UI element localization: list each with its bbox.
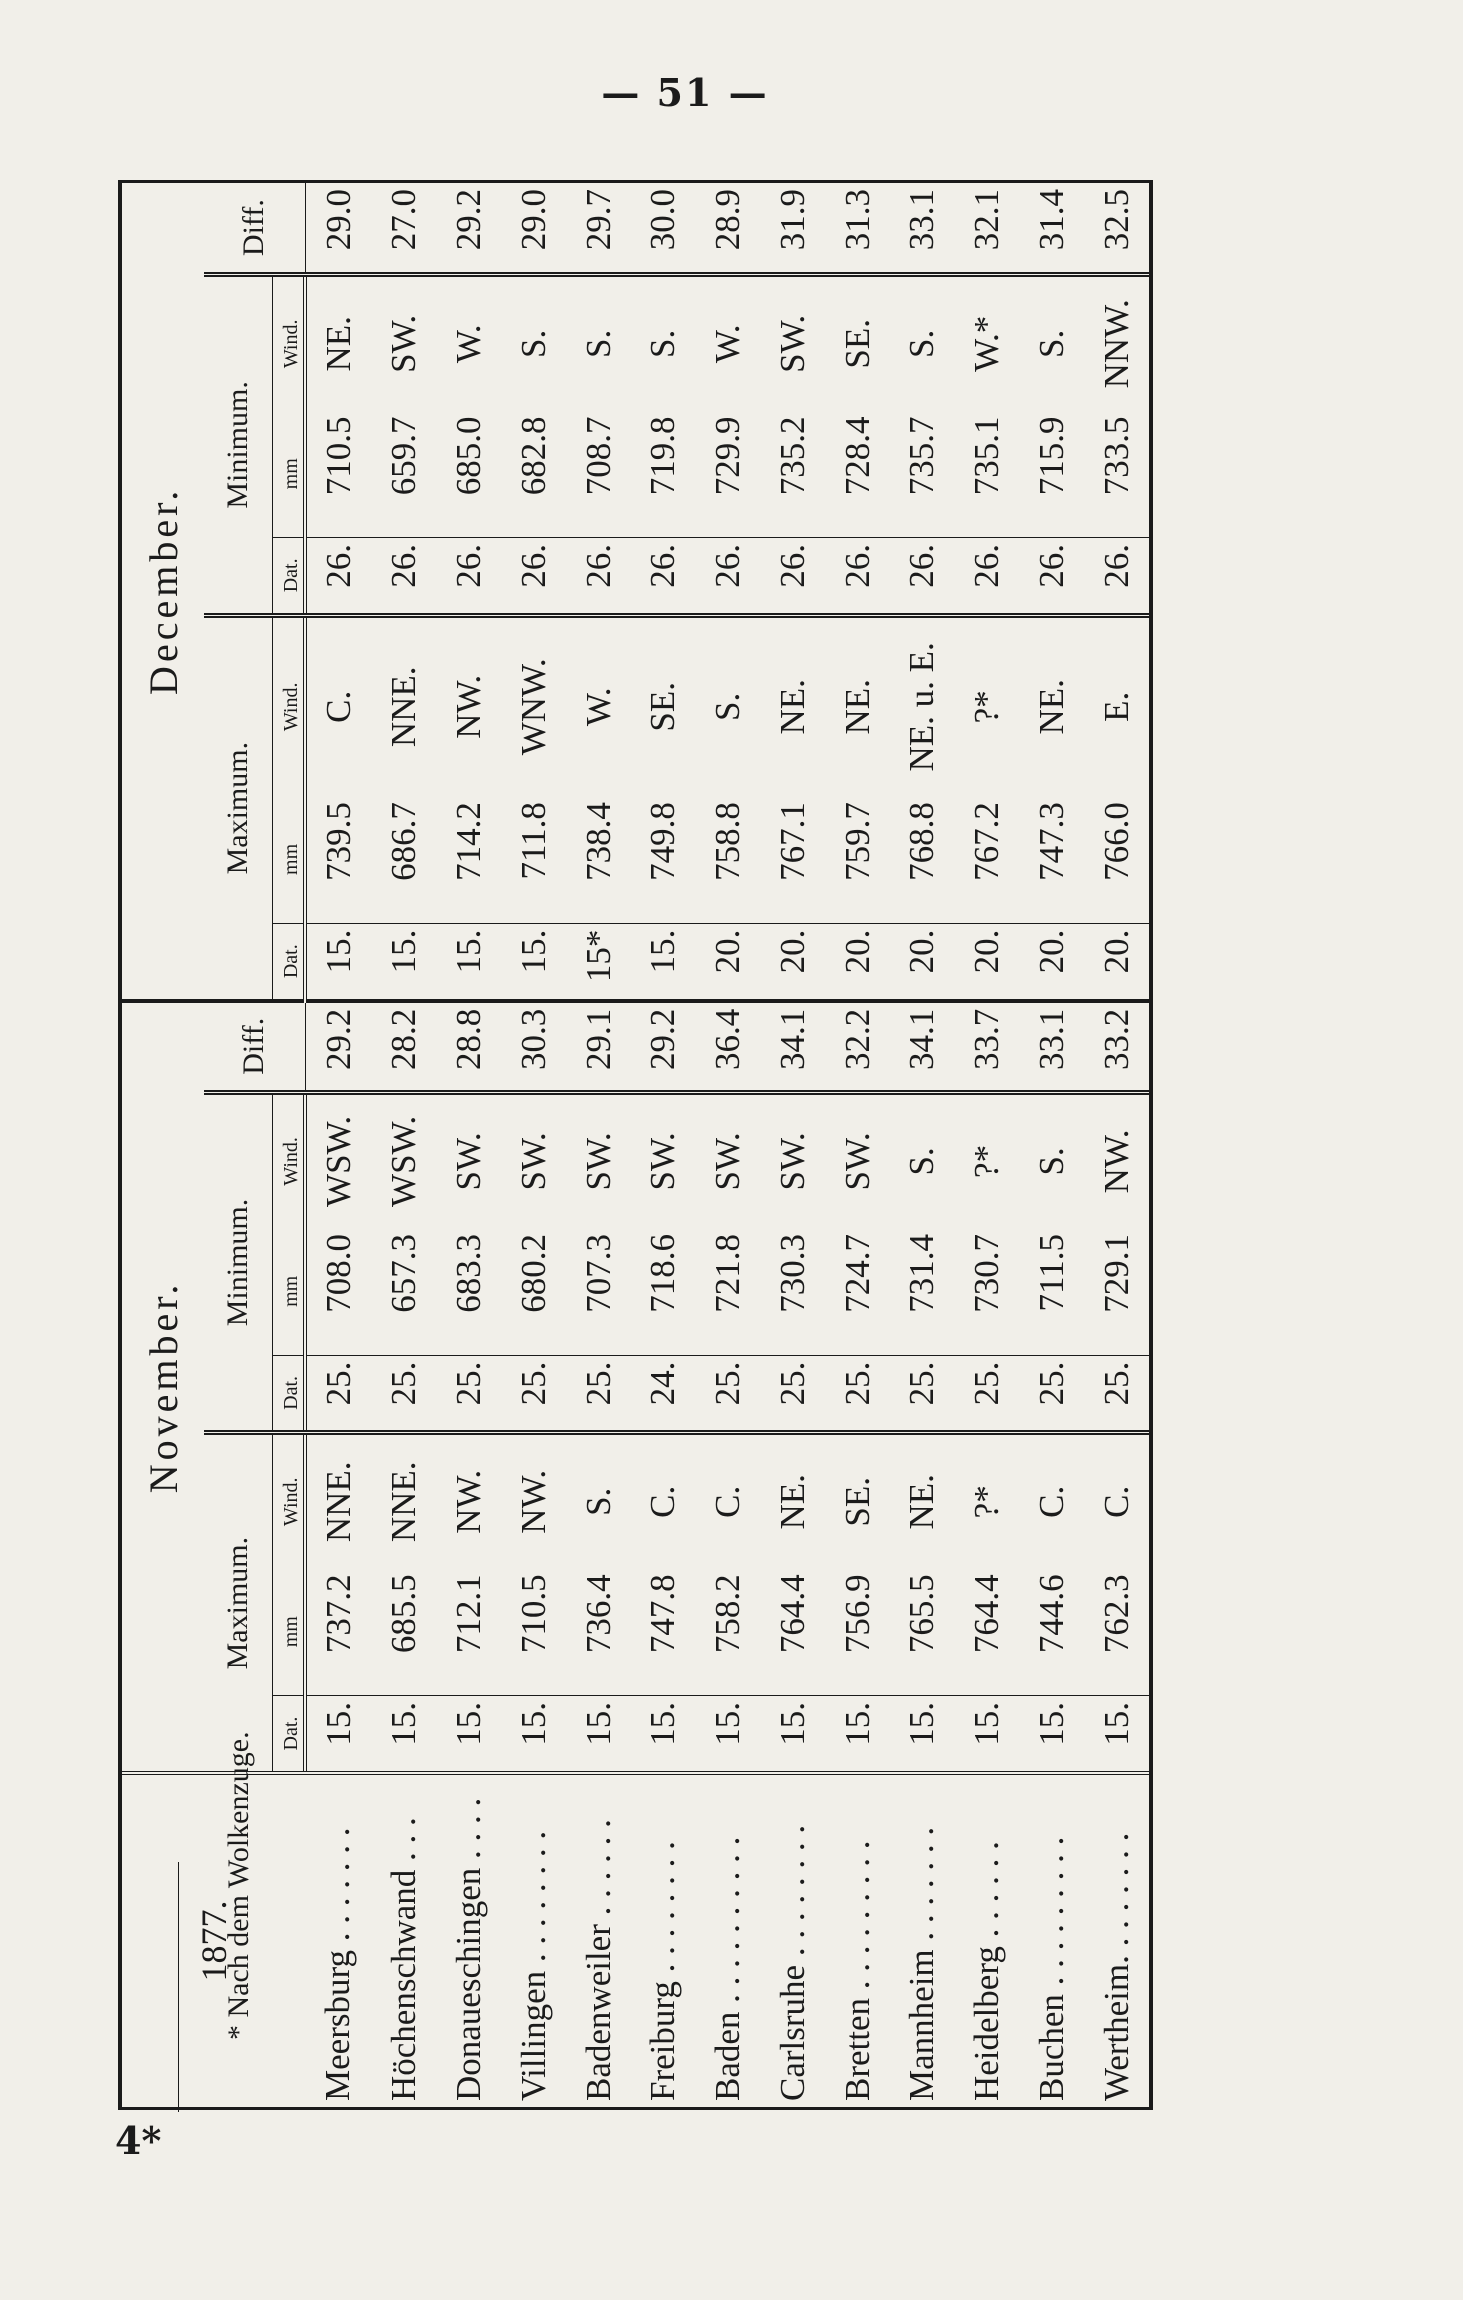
table-row (566, 183, 631, 2107)
dec-max-mm: 759.7 (837, 802, 877, 881)
nov-min-mm: 683.3 (449, 1234, 489, 1313)
footnote: * Nach dem Wolkenzuge. (222, 1731, 255, 2040)
dec-min-wind: W. (437, 275, 502, 411)
dec-min-mm: 708.7 (578, 416, 618, 496)
nov-min-date: 25. (566, 1355, 631, 1433)
dec-max-mm: 714.2 (449, 802, 489, 881)
dec-max-date: 15* (566, 923, 631, 1001)
nov-min-mm: 731.4 (902, 1234, 942, 1313)
nov-min-wind: NW. (1084, 1092, 1149, 1228)
nov-max-date: 15. (760, 1696, 825, 1774)
nov-diff: 30.3 (501, 1001, 566, 1093)
nov-min-wind: SW. (760, 1092, 825, 1228)
dec-max-date: 20. (825, 923, 890, 1001)
nov-max-wind: SE. (825, 1433, 890, 1569)
dec-min-mm: 729.9 (708, 416, 748, 496)
nov-min-mm: 730.7 (967, 1234, 1007, 1313)
station-name: Badenweiler . . . . . . (566, 1773, 631, 2107)
dec-max-mm: 766.0 (1096, 802, 1136, 881)
nov-max-mm: 712.1 (449, 1574, 489, 1654)
nov-min-mm: 657.3 (384, 1234, 424, 1313)
dec-min-mm: 719.8 (643, 416, 683, 496)
dec-min-wind: SW. (372, 275, 437, 411)
nov-max-dat-unit: Dat. (273, 1696, 306, 1774)
nov-max-mm: 762.3 (1096, 1574, 1136, 1654)
dec-diff: 32.5 (1096, 189, 1136, 251)
dec-min-wind: W.* (955, 275, 1020, 411)
nov-min-date: 25. (825, 1355, 890, 1433)
nov-min-dat-unit: Dat. (273, 1355, 306, 1433)
station-name: Donaueschingen . . . . (437, 1773, 502, 2107)
dec-min-date: 26. (566, 538, 631, 616)
nov-min-wind: SW. (696, 1092, 761, 1228)
pressure-table-frame (118, 180, 1153, 2110)
dec-min-mm: 735.2 (772, 416, 812, 496)
dec-min-wind: S. (1019, 275, 1084, 411)
dec-diff: 31.4 (1031, 189, 1071, 251)
dec-min-mm: 715.9 (1031, 416, 1071, 496)
dec-min-date: 26. (501, 538, 566, 616)
nov-max-wind: NNE. (305, 1433, 372, 1569)
dec-diff-header: Diff. (204, 183, 305, 275)
table-row (437, 183, 502, 2107)
dec-max-wind-unit: Wind. (273, 615, 306, 796)
nov-min-mm: 730.3 (772, 1234, 812, 1313)
station-name: Heidelberg . . . . . . (955, 1773, 1020, 2107)
dec-max-mm-unit: mm (273, 796, 306, 923)
dec-min-date: 26. (372, 538, 437, 616)
dec-min-date: 26. (955, 538, 1020, 616)
nov-diff: 33.2 (1084, 1001, 1149, 1093)
dec-max-mm: 686.7 (384, 802, 424, 881)
station-name: Freiburg . . . . . . . . (631, 1773, 696, 2107)
nov-max-date: 15. (566, 1696, 631, 1774)
dec-max-wind: NW. (437, 615, 502, 796)
dec-max-mm: 768.8 (902, 802, 942, 881)
nov-diff: 33.7 (955, 1001, 1020, 1093)
dec-diff: 29.0 (318, 189, 358, 251)
table-row (1019, 183, 1084, 2107)
dec-max-mm: 749.8 (643, 802, 683, 881)
table-row (890, 183, 955, 2107)
dec-max-date: 20. (1019, 923, 1084, 1001)
dec-min-date: 26. (825, 538, 890, 616)
nov-diff: 28.8 (437, 1001, 502, 1093)
nov-diff: 36.4 (696, 1001, 761, 1093)
nov-max-mm: 756.9 (837, 1574, 877, 1654)
dec-min-wind: SW. (760, 275, 825, 411)
nov-min-date: 25. (501, 1355, 566, 1433)
station-name: Wertheim. . . . . . . . (1084, 1773, 1149, 2107)
nov-max-date: 15. (437, 1696, 502, 1774)
dec-diff: 32.1 (967, 189, 1007, 251)
nov-min-mm: 711.5 (1031, 1234, 1071, 1312)
dec-max-wind: E. (1084, 615, 1149, 796)
nov-max-mm-unit: mm (273, 1568, 306, 1695)
dec-min-mm: 685.0 (449, 416, 489, 496)
dec-max-mm: 767.1 (772, 802, 812, 881)
nov-max-date: 15. (955, 1696, 1020, 1774)
dec-min-dat-unit: Dat. (273, 538, 306, 616)
dec-max-mm: 767.2 (967, 802, 1007, 881)
nov-min-wind: WSW. (372, 1092, 437, 1228)
dec-max-date: 20. (696, 923, 761, 1001)
dec-min-date: 26. (1084, 538, 1149, 616)
dec-min-mm: 735.7 (902, 416, 942, 496)
nov-min-date: 25. (955, 1355, 1020, 1433)
nov-max-wind: NW. (501, 1433, 566, 1569)
nov-max-wind: C. (631, 1433, 696, 1569)
table-row (372, 183, 437, 2107)
dec-min-wind: W. (696, 275, 761, 411)
dec-diff: 30.0 (643, 189, 683, 251)
nov-max-date: 15. (501, 1696, 566, 1774)
table-row (1084, 183, 1149, 2107)
dec-min-mm: 682.8 (513, 416, 553, 496)
nov-max-date: 15. (825, 1696, 890, 1774)
nov-min-wind: SW. (437, 1092, 502, 1228)
nov-max-date: 15. (1019, 1696, 1084, 1774)
nov-diff: 28.2 (372, 1001, 437, 1093)
nov-diff: 34.1 (890, 1001, 955, 1093)
dec-max-wind: S. (696, 615, 761, 796)
dec-min-mm: 733.5 (1096, 416, 1136, 496)
nov-min-mm: 721.8 (708, 1234, 748, 1313)
dec-min-wind: NNW. (1084, 275, 1149, 411)
dec-min-wind: NE. (305, 275, 372, 411)
nov-diff: 33.1 (1019, 1001, 1084, 1093)
pressure-table (122, 183, 1149, 2107)
nov-min-wind: WSW. (305, 1092, 372, 1228)
station-name: Buchen . . . . . . . . . (1019, 1773, 1084, 2107)
nov-max-wind: NE. (890, 1433, 955, 1569)
nov-max-mm: 737.2 (319, 1574, 359, 1654)
dec-max-wind: C. (305, 615, 372, 796)
dec-max-date: 20. (890, 923, 955, 1001)
dec-min-wind: SE. (825, 275, 890, 411)
nov-min-mm: 724.7 (837, 1234, 877, 1313)
dec-min-wind: S. (566, 275, 631, 411)
nov-max-wind: NE. (760, 1433, 825, 1569)
month-header-december: December. (140, 486, 186, 695)
dec-min-mm: 659.7 (384, 416, 424, 496)
station-name: Carlsruhe . . . . . . . . (760, 1773, 825, 2107)
dec-max-date: 20. (955, 923, 1020, 1001)
table-row (631, 183, 696, 2107)
table-row (760, 183, 825, 2107)
dec-min-date: 26. (890, 538, 955, 616)
dec-max-date: 15. (437, 923, 502, 1001)
dec-maximum-header: Maximum. (204, 615, 273, 1001)
dec-min-wind-unit: Wind. (273, 275, 306, 411)
nov-max-date: 15. (305, 1696, 372, 1774)
dec-diff: 29.0 (513, 189, 553, 251)
table-row (501, 183, 566, 2107)
dec-max-wind: NE. (825, 615, 890, 796)
nov-max-wind: C. (1019, 1433, 1084, 1569)
nov-max-wind: S. (566, 1433, 631, 1569)
dec-diff: 29.7 (578, 189, 618, 251)
dec-max-mm: 711.8 (513, 802, 553, 880)
nov-min-date: 25. (305, 1355, 372, 1433)
dec-max-date: 20. (1084, 923, 1149, 1001)
nov-min-mm-unit: mm (273, 1228, 306, 1355)
dec-min-date: 26. (1019, 538, 1084, 616)
month-header-november: November. (122, 1001, 204, 1773)
nov-max-date: 15. (1084, 1696, 1149, 1774)
signature-mark: 4* (115, 2118, 162, 2163)
dec-min-mm: 735.1 (967, 416, 1007, 496)
dec-max-wind: NE. (760, 615, 825, 796)
nov-min-wind: SW. (825, 1092, 890, 1228)
dec-max-wind: NNE. (372, 615, 437, 796)
dec-min-date: 26. (437, 538, 502, 616)
station-name: Höchenschwand . . . (372, 1773, 437, 2107)
dec-diff: 31.3 (837, 189, 877, 251)
nov-min-wind: S. (890, 1092, 955, 1228)
nov-max-date: 15. (372, 1696, 437, 1774)
dec-min-date: 26. (631, 538, 696, 616)
nov-minimum-header: Minimum. (204, 1092, 273, 1432)
nov-min-date: 25. (1019, 1355, 1084, 1433)
dec-max-date: 15. (501, 923, 566, 1001)
nov-min-mm: 707.3 (578, 1234, 618, 1313)
nov-min-date: 25. (760, 1355, 825, 1433)
nov-max-wind: C. (1084, 1433, 1149, 1569)
nov-min-date: 25. (372, 1355, 437, 1433)
nov-min-mm: 718.6 (643, 1234, 683, 1313)
dec-min-date: 26. (305, 538, 372, 616)
dec-diff: 33.1 (902, 189, 942, 251)
footnote-rule (178, 1862, 179, 2112)
dec-max-dat-unit: Dat. (273, 923, 306, 1001)
nov-maximum-header: Maximum. (204, 1433, 273, 1773)
nov-max-mm: 710.5 (513, 1574, 553, 1654)
dec-min-date: 26. (760, 538, 825, 616)
dec-min-date: 26. (696, 538, 761, 616)
station-name: Villingen . . . . . . . . (501, 1773, 566, 2107)
nov-max-wind: NW. (437, 1433, 502, 1569)
nov-min-date: 24. (631, 1355, 696, 1433)
table-row (305, 183, 372, 2107)
nov-max-date: 15. (890, 1696, 955, 1774)
nov-max-mm: 744.6 (1031, 1574, 1071, 1654)
table-row (825, 183, 890, 2107)
nov-max-mm: 764.4 (772, 1574, 812, 1654)
dec-max-date: 20. (760, 923, 825, 1001)
dec-max-wind: SE. (631, 615, 696, 796)
nov-min-date: 25. (1084, 1355, 1149, 1433)
nov-diff: 29.2 (305, 1001, 372, 1093)
dec-max-mm: 747.3 (1031, 802, 1071, 881)
nov-min-wind: SW. (501, 1092, 566, 1228)
dec-min-mm: 710.5 (319, 416, 359, 496)
nov-max-mm: 764.4 (967, 1574, 1007, 1654)
nov-max-mm: 736.4 (578, 1574, 618, 1654)
nov-diff-header: Diff. (204, 1001, 305, 1093)
nov-min-wind: ?* (955, 1092, 1020, 1228)
dec-minimum-header: Minimum. (204, 275, 273, 615)
station-name: Bretten . . . . . . . . . (825, 1773, 890, 2107)
nov-min-mm: 708.0 (319, 1234, 359, 1313)
dec-max-date: 15. (631, 923, 696, 1001)
nov-min-date: 25. (890, 1355, 955, 1433)
dec-max-mm: 758.8 (708, 802, 748, 881)
dec-min-wind: S. (501, 275, 566, 411)
nov-max-mm: 685.5 (384, 1574, 424, 1654)
dec-max-mm: 739.5 (319, 802, 359, 881)
nov-max-wind-unit: Wind. (273, 1433, 306, 1569)
dec-min-wind: S. (631, 275, 696, 411)
dec-max-wind: W. (566, 615, 631, 796)
nov-min-wind: SW. (631, 1092, 696, 1228)
year-header: 1877. (122, 1773, 305, 2107)
nov-min-date: 25. (696, 1355, 761, 1433)
dec-diff: 27.0 (384, 189, 424, 251)
table-body (305, 183, 1149, 2107)
dec-max-wind: NE. u. E. (890, 615, 955, 796)
station-name: Meersburg . . . . . . . (305, 1773, 372, 2107)
nov-min-wind-unit: Wind. (273, 1092, 306, 1228)
dec-diff: 28.9 (708, 189, 748, 251)
dec-diff: 29.2 (449, 189, 489, 251)
nov-diff: 34.1 (760, 1001, 825, 1093)
dec-min-mm-unit: mm (273, 410, 306, 537)
nov-min-date: 25. (437, 1355, 502, 1433)
nov-min-wind: S. (1019, 1092, 1084, 1228)
nov-max-mm: 765.5 (902, 1574, 942, 1654)
dec-diff: 31.9 (772, 189, 812, 251)
station-name: Mannheim . . . . . . . (890, 1773, 955, 2107)
nov-max-mm: 747.8 (643, 1574, 683, 1654)
nov-diff: 32.2 (825, 1001, 890, 1093)
nov-min-mm: 729.1 (1096, 1234, 1136, 1313)
nov-diff: 29.1 (566, 1001, 631, 1093)
dec-max-mm: 738.4 (578, 802, 618, 881)
dec-max-wind: ?* (955, 615, 1020, 796)
nov-diff: 29.2 (631, 1001, 696, 1093)
dec-min-wind: S. (890, 275, 955, 411)
station-name: Baden . . . . . . . . . . (696, 1773, 761, 2107)
nov-max-wind: ?* (955, 1433, 1020, 1569)
nov-max-date: 15. (631, 1696, 696, 1774)
table-row (696, 183, 761, 2107)
page-number: — 51 — (601, 70, 769, 115)
nov-min-mm: 680.2 (513, 1234, 553, 1313)
nov-max-mm: 758.2 (708, 1574, 748, 1654)
dec-max-wind: WNW. (501, 615, 566, 796)
nov-max-date: 15. (696, 1696, 761, 1774)
nov-max-wind: NNE. (372, 1433, 437, 1569)
nov-max-wind: C. (696, 1433, 761, 1569)
dec-min-mm: 728.4 (837, 416, 877, 496)
nov-min-wind: SW. (566, 1092, 631, 1228)
table-row (955, 183, 1020, 2107)
dec-max-date: 15. (305, 923, 372, 1001)
dec-max-wind: NE. (1019, 615, 1084, 796)
dec-max-date: 15. (372, 923, 437, 1001)
